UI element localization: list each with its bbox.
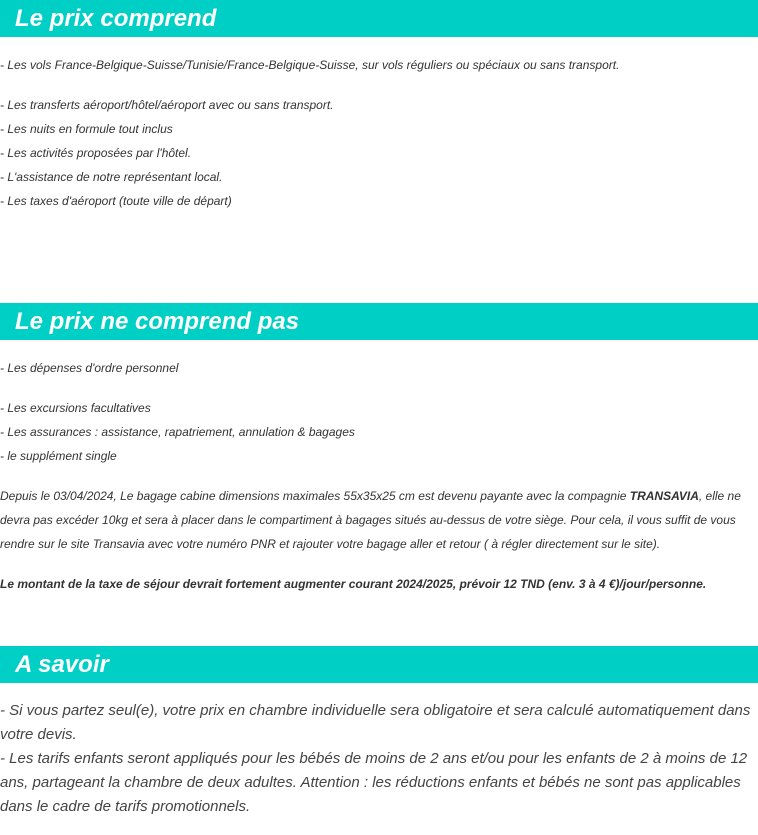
baggage-note-after: , elle ne devra pas excéder 10kg et sera à placer dans le compartiment à bagages situés au-dessus de votre siège. Pour cela, il vous suffit de vous rendre sur le site Transavia avec votre numéro PNR et rajouter votre bagage aller et retour ( à régler directement sur le site). [0, 489, 741, 551]
section-title-to-know: A savoir [15, 651, 109, 678]
included-item: - L'assistance de notre représentant local. [0, 170, 223, 184]
airline-name: TRANSAVIA [629, 489, 699, 503]
section-title-not-included: Le prix ne comprend pas [15, 308, 300, 335]
not-included-item: - Les assurances : assistance, rapatriement, annulation & bagages [0, 425, 355, 439]
section-title-included: Le prix comprend [15, 5, 217, 32]
section-header-to-know [0, 646, 758, 683]
to-know-paragraph: - Les tarifs enfants seront appliqués pour les bébés de moins de 2 ans et/ou pour les enfants de 2 à moins de 12 ans, partageant la chambre de deux adultes. Attention : les réductions enfants et bébés ne sont pas applicables dans le cadre de tarifs promotionnels. [0, 750, 748, 815]
section-header-included [0, 0, 758, 37]
not-included-item: - Les excursions facultatives [0, 401, 151, 415]
baggage-note [0, 484, 756, 556]
included-item: - Les vols France-Belgique-Suisse/Tunisie/France-Belgique-Suisse, sur vols réguliers ou spéciaux ou sans transport. [0, 58, 620, 72]
included-item: - Les transferts aéroport/hôtel/aéroport avec ou sans transport. [0, 98, 334, 112]
tax-note: Le montant de la taxe de séjour devrait fortement augmenter courant 2024/2025, prévoir 12 TND (env. 3 à 4 €)/jour/personne. [0, 577, 707, 591]
included-item: - Les activités proposées par l'hôtel. [0, 146, 192, 160]
not-included-item: - Les dépenses d'ordre personnel [0, 361, 179, 375]
to-know-paragraph: - Si vous partez seul(e), votre prix en chambre individuelle sera obligatoire et sera calculé automatiquement dans votre devis. [0, 702, 751, 743]
included-item: - Les nuits en formule tout inclus [0, 122, 173, 136]
section-header-not-included [0, 303, 758, 340]
not-included-item: - le supplément single [0, 449, 117, 463]
baggage-note-before: Depuis le 03/04/2024, Le bagage cabine dimensions maximales 55x35x25 cm est devenu payante avec la compagnie [0, 489, 630, 503]
included-item: - Les taxes d'aéroport (toute ville de départ) [0, 194, 232, 208]
